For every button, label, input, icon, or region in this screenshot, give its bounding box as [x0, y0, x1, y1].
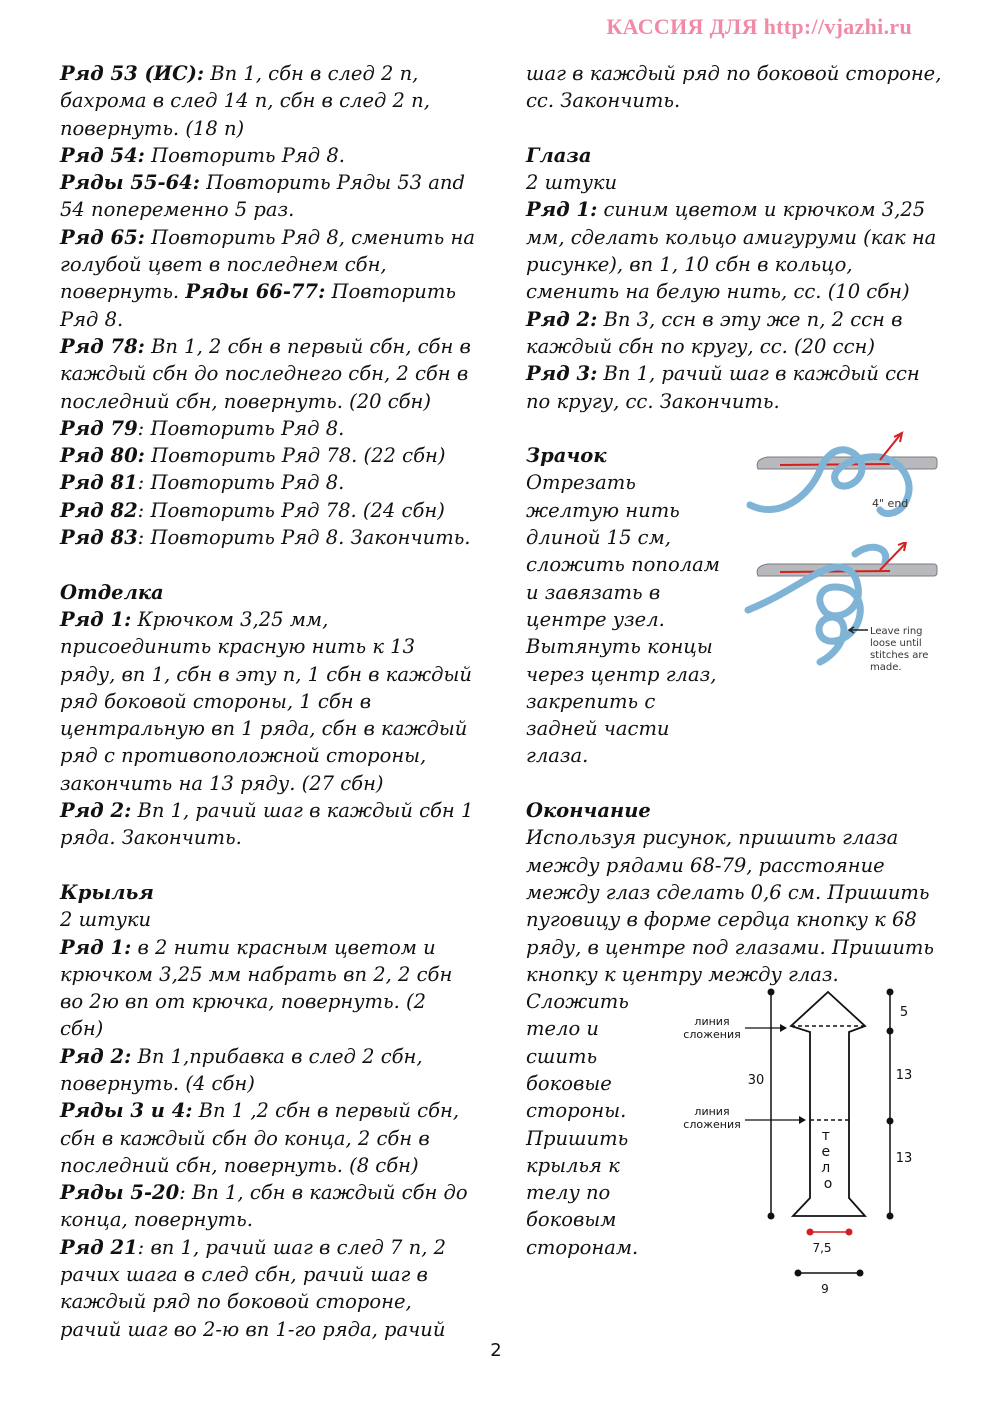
body-label-char-2: е: [821, 1144, 831, 1160]
body-label-char-3: л: [821, 1160, 831, 1176]
outer-width-label: 9: [821, 1282, 829, 1296]
fold-line-top-label-2: сложения: [683, 1028, 741, 1041]
pupil-text: Отрезать желтую нить длиной 15 см, сложить пополам и завязать в центре узел. Вытянуть концы через центр глаз, закрепить с задней части глаза.: [526, 471, 720, 768]
eyes-row-2: Ряд 2: Вп 3, ссн в эту же п, 2 ссн в каждый сбн по кругу, сс. (20 ссн): [526, 307, 903, 358]
row-54: Ряд 54: Повторить Ряд 8.: [60, 143, 345, 167]
wings-row-21-continued: шаг в каждый ряд по боковой стороне, сс. Закончить.: [526, 62, 942, 113]
body-pattern-diagram: [670, 980, 950, 1300]
fold-line-bottom-label-1: линия: [694, 1105, 730, 1118]
wings-row-21: Ряд 21: вп 1, рачий шаг в след 7 п, 2 рачих шага в след сбн, рачий шаг в каждый ряд по боковой стороне, рачий шаг во 2-ю вп 1-го ряда, рачий: [60, 1235, 447, 1341]
leave-ring-label-1: Leave ring: [870, 626, 923, 637]
site-header: КАССИЯ ДЛЯ http://vjazhi.ru: [606, 14, 912, 39]
inner-width-label: 7,5: [812, 1241, 832, 1255]
magic-ring-step-2-figure: [740, 542, 940, 692]
ending-text-continued: тело и сшить боковые стороны. Пришить крылья к телу по боковым сторонам.: [526, 1017, 639, 1259]
wings-rows-3-4: Ряды 3 и 4: Вп 1 ,2 сбн в первый сбн, сбн в каждый сбн до конца, 2 сбн в последний сбн, повернуть. (8 сбн): [60, 1099, 460, 1177]
wings-row-1: Ряд 1: в 2 нити красным цветом и крючком 3,25 мм набрать вп 2, 2 сбн во 2ю вп от крючка, повернуть. (2 сбн): [60, 935, 453, 1041]
leave-ring-label-3: stitches are: [870, 650, 929, 661]
row-53: Ряд 53 (ИС): Вп 1, сбн в след 2 п, бахрома в след 14 п, сбн в след 2 п, повернуть. (18 п): [60, 62, 430, 140]
finishing-row-2: Ряд 2: Вп 1, рачий шаг в каждый сбн 1 ряда. Закончить.: [60, 799, 474, 850]
middle-segment-label: 13: [895, 1068, 913, 1083]
leave-ring-label-4: made.: [870, 662, 902, 673]
rows-55-64: Ряды 55-64: Повторить Ряды 53 and 54 попеременно 5 раз.: [60, 171, 465, 222]
row-82: Ряд 82: Повторить Ряд 78. (24 сбн): [60, 498, 445, 522]
eyes-count: 2 штуки: [526, 171, 618, 195]
ending-text: Используя рисунок, пришить глаза между рядами 68-79, расстояние между глаз сделать 0,6 см. Пришить пуговицу в форме сердца кнопку к 68 ряду, в центре под глазами. Пришить кнопку к центру между глаз. Сложить: [526, 826, 935, 1014]
body-label: [821, 1128, 834, 1192]
fold-line-bottom-label-2: сложения: [683, 1118, 741, 1131]
page-number: 2: [490, 1340, 502, 1361]
wings-title: Крылья: [60, 880, 154, 904]
magic-ring-step-1-figure: [740, 425, 940, 530]
wings-row-2: Ряд 2: Вп 1,прибавка в след 2 сбн, повернуть. (4 сбн): [60, 1044, 423, 1095]
fold-line-top-label-1: линия: [694, 1015, 730, 1028]
left-column: [60, 60, 475, 1343]
finishing-row-1: Ряд 1: Крючком 3,25 мм, присоединить красную нить к 13 ряду, вп 1, сбн в эту п, 1 сбн в каждый ряд боковой стороны, 1 сбн в центральную вп 1 ряда, сбн в каждый ряд с противоположной стороны, закончить на 13 ряду. (27 сбн): [60, 607, 472, 795]
eyes-row-3: Ряд 3: Вп 1, рачий шаг в каждый ссн по кругу, сс. Закончить.: [526, 362, 920, 413]
row-65: Ряд 65: Повторить Ряд 8, сменить на голубой цвет в последнем сбн, повернуть. Ряды 66-77: Повторить Ряд 8.: [60, 225, 475, 331]
wings-rows-5-20: Ряды 5-20: Вп 1, сбн в каждый сбн до конца, повернуть.: [60, 1181, 468, 1232]
row-81: Ряд 81: Повторить Ряд 8.: [60, 471, 345, 495]
row-83: Ряд 83: Повторить Ряд 8. Закончить.: [60, 526, 471, 550]
body-label-char-4: о: [823, 1176, 833, 1192]
eyes-row-1: Ряд 1: синим цветом и крючком 3,25 мм, сделать кольцо амигуруми (как на рисунке), вп 1, 10 сбн в кольцо, сменить на белую нить, сс. (10 сбн): [526, 198, 937, 304]
finishing-title: Отделка: [60, 580, 164, 604]
row-79: Ряд 79: Повторить Ряд 8.: [60, 416, 345, 440]
eyes-title: Глаза: [526, 143, 592, 167]
body-label-char-1: т: [821, 1128, 830, 1144]
pupil-title: Зрачок: [526, 444, 607, 468]
total-length-label: 30: [747, 1073, 765, 1088]
row-80: Ряд 80: Повторить Ряд 78. (22 сбн): [60, 444, 446, 468]
leave-ring-label-2: loose until: [870, 638, 922, 649]
row-78: Ряд 78: Вп 1, 2 сбн в первый сбн, сбн в каждый сбн до последнего сбн, 2 сбн в последний сбн, повернуть. (20 сбн): [60, 334, 471, 413]
ending-title: Окончание: [526, 799, 651, 823]
bottom-segment-label: 13: [895, 1151, 913, 1166]
top-segment-label: 5: [899, 1005, 909, 1020]
wings-count: 2 штуки: [60, 908, 152, 932]
four-inch-end-label: 4" end: [872, 497, 909, 510]
